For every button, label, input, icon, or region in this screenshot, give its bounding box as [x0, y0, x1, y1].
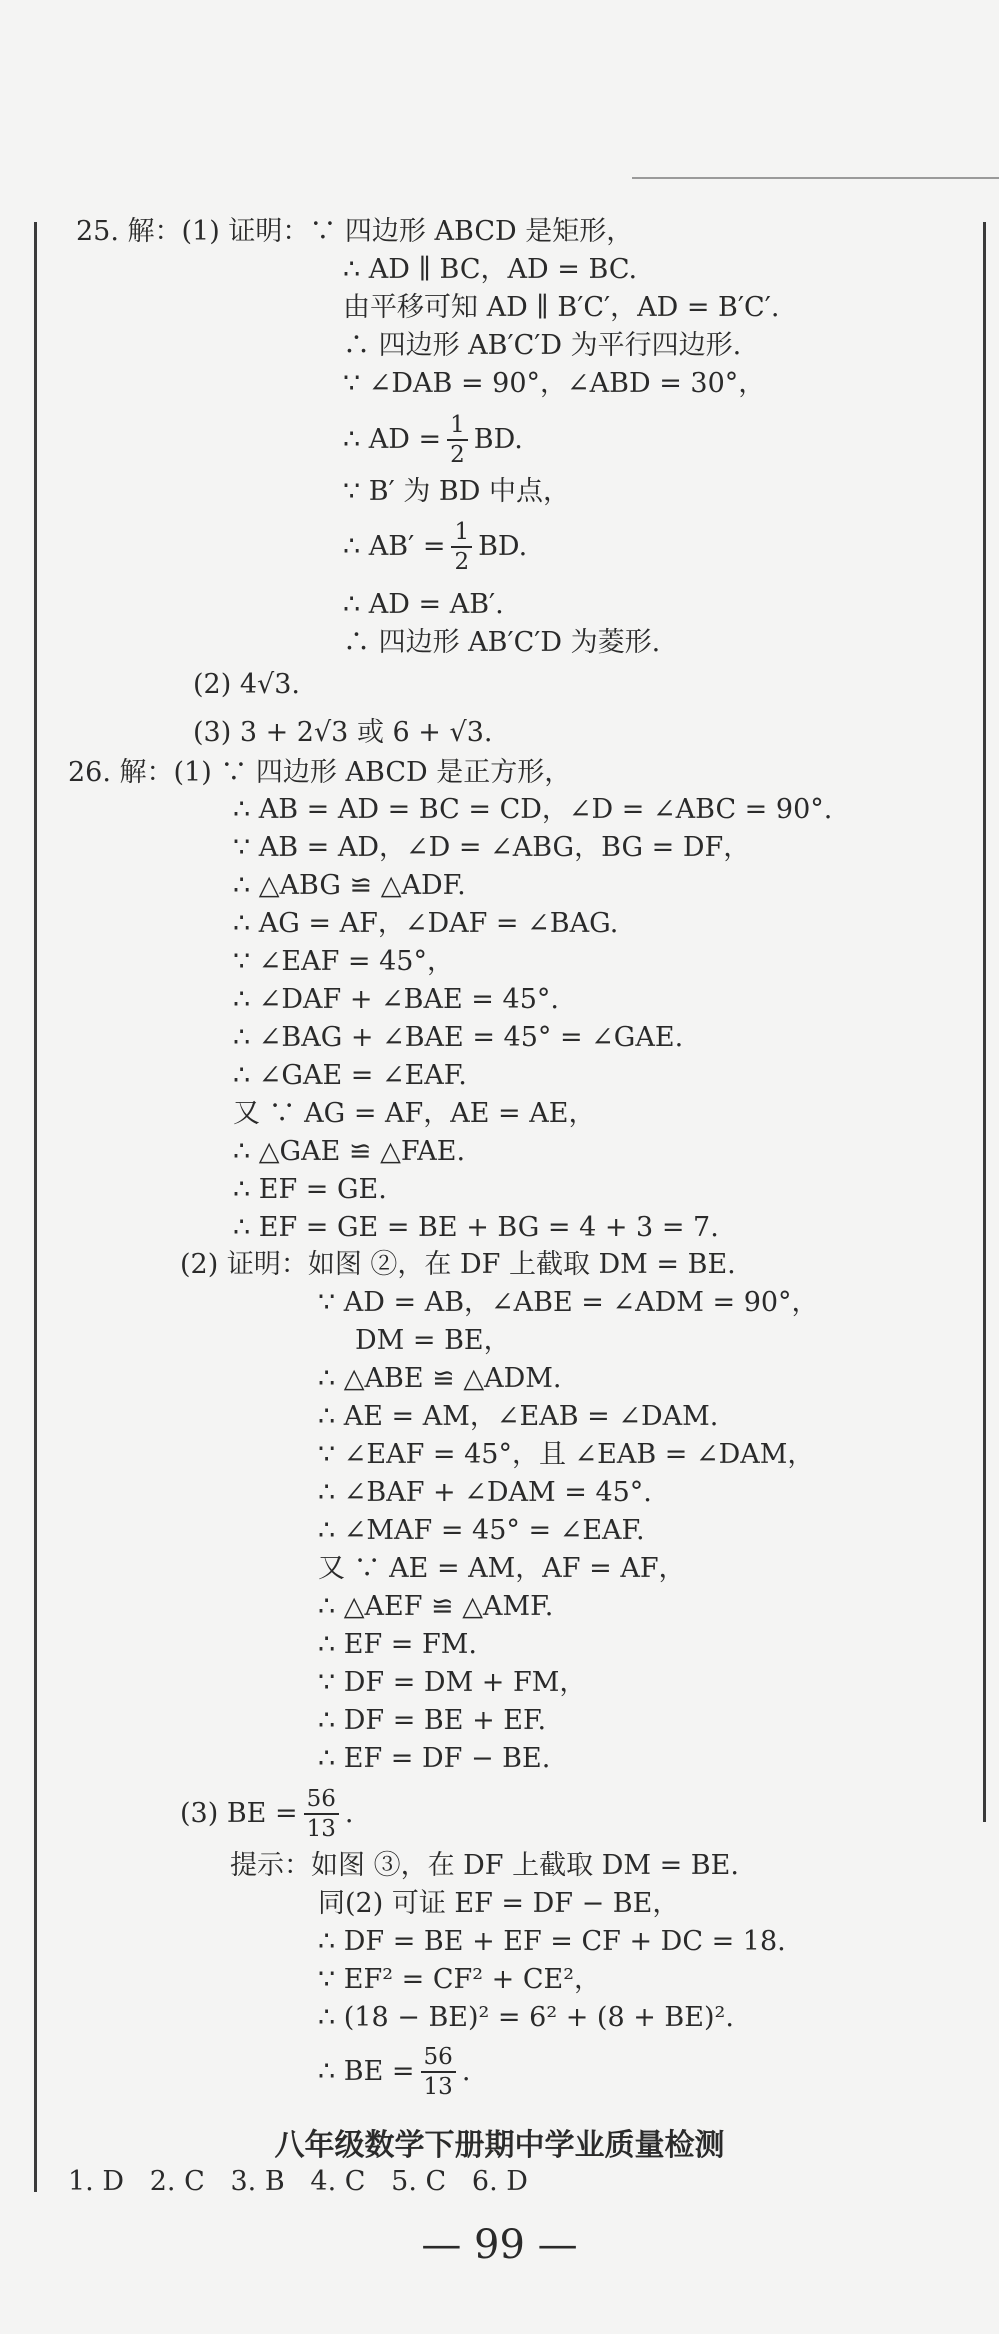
- answer-line: ∴ AE = AM，∠EAB = ∠DAM.: [318, 1401, 719, 1432]
- answer-line: ∴ ∠GAE = ∠EAF.: [233, 1060, 467, 1091]
- answer-line: ∴ △ABG ≌ △ADF.: [233, 870, 466, 901]
- answer-line: ∴ ∠BAF + ∠DAM = 45°.: [318, 1477, 652, 1508]
- answer-line: ∵ EF² = CF² + CE²，: [318, 1964, 602, 1995]
- answer-line-fraction: [180, 1785, 353, 1843]
- answer-line: ∵ AD = AB，∠ABE = ∠ADM = 90°，: [318, 1287, 819, 1318]
- fraction-numerator: 56: [423, 2044, 453, 2070]
- fraction: [421, 2043, 456, 2101]
- answer-line: (2) 4√3.: [193, 669, 300, 700]
- answer-line: ∵ ∠EAF = 45°，且 ∠EAB = ∠DAM，: [318, 1439, 815, 1470]
- expr-prefix: ∴ AD =: [343, 424, 442, 455]
- expr-suffix: BD.: [478, 531, 528, 562]
- answer-line: 由平移可知 AD ∥ B′C′，AD = B′C′.: [343, 292, 780, 323]
- answer-line: 提示：如图 ③，在 DF 上截取 DM = BE.: [230, 1850, 739, 1881]
- right-margin-bar: [983, 222, 986, 1822]
- multiple-choice-answers: 1. D 2. C 3. B 4. C 5. C 6. D: [68, 2166, 528, 2197]
- fraction-numerator: 1: [450, 412, 465, 438]
- answer-line: ∵ AB = AD，∠D = ∠ABG，BG = DF，: [233, 832, 751, 863]
- top-rule: [632, 177, 999, 179]
- left-margin-bar: [34, 222, 37, 2192]
- answer-line: 又 ∵ AE = AM，AF = AF，: [318, 1553, 686, 1584]
- fraction-denominator: 13: [306, 1816, 336, 1842]
- answer-line: ∴ ∠MAF = 45° = ∠EAF.: [318, 1515, 645, 1546]
- answer-line: ∴ 四边形 AB′C′D 为菱形.: [343, 627, 661, 658]
- answer-line: ∴ (18 − BE)² = 6² + (8 + BE)².: [318, 2002, 734, 2033]
- answer-line: ∴ △GAE ≌ △FAE.: [233, 1136, 466, 1167]
- expr-suffix: BD.: [473, 424, 523, 455]
- answer-line-fraction: [343, 518, 527, 576]
- expr-prefix: ∴ AB′ =: [343, 531, 446, 562]
- answer-line: 同(2) 可证 EF = DF − BE，: [318, 1888, 680, 1919]
- answer-line: ∴ ∠BAG + ∠BAE = 45° = ∠GAE.: [233, 1022, 684, 1053]
- answer-line-fraction: [318, 2043, 470, 2101]
- answer-line: ∴ △ABE ≌ △ADM.: [318, 1363, 562, 1394]
- fraction: [447, 411, 468, 469]
- fraction-denominator: 2: [454, 549, 470, 575]
- answer-line: ∵ DF = DM + FM，: [318, 1667, 587, 1698]
- answer-line: ∴ EF = GE.: [233, 1174, 387, 1205]
- answer-line: DM = BE，: [355, 1325, 511, 1356]
- fraction: [304, 1785, 339, 1843]
- answer-line: ∴ EF = DF − BE.: [318, 1743, 551, 1774]
- answer-line: 25. 解：(1) 证明：∵ 四边形 ABCD 是矩形，: [76, 216, 634, 247]
- answer-line: ∴ 四边形 AB′C′D 为平行四边形.: [343, 330, 742, 361]
- answer-line: ∴ EF = FM.: [318, 1629, 477, 1660]
- answer-line: 又 ∵ AG = AF，AE = AE，: [233, 1098, 596, 1129]
- fraction: [451, 518, 472, 576]
- answer-line: ∴ AD = AB′.: [343, 589, 504, 620]
- expr-prefix: (3) BE =: [180, 1798, 298, 1829]
- answer-line: ∴ EF = GE = BE + BG = 4 + 3 = 7.: [233, 1212, 719, 1243]
- answer-line: ∴ ∠DAF + ∠BAE = 45°.: [233, 984, 559, 1015]
- section-title: 八年级数学下册期中学业质量检测: [274, 2128, 725, 2163]
- answer-line: (2) 证明：如图 ②，在 DF 上截取 DM = BE.: [180, 1249, 736, 1280]
- answer-line: ∴ DF = BE + EF.: [318, 1705, 547, 1736]
- answer-line: ∵ B′ 为 BD 中点，: [343, 476, 570, 507]
- fraction-denominator: 2: [450, 442, 465, 468]
- answer-line: (3) 3 + 2√3 或 6 + √3.: [193, 717, 493, 748]
- answer-line: ∴ AD ∥ BC，AD = BC.: [343, 254, 638, 285]
- answer-line: 26. 解：(1) ∵ 四边形 ABCD 是正方形，: [68, 757, 572, 788]
- page-number: — 99 —: [421, 2222, 578, 2268]
- expr-suffix: .: [461, 2056, 471, 2087]
- answer-line: ∴ DF = BE + EF = CF + DC = 18.: [318, 1926, 786, 1957]
- answer-line: ∴ △AEF ≌ △AMF.: [318, 1591, 554, 1622]
- fraction-numerator: 1: [454, 519, 470, 545]
- answer-line-fraction: [343, 411, 523, 469]
- expr-prefix: ∴ BE =: [318, 2056, 415, 2087]
- answer-line: ∴ AG = AF，∠DAF = ∠BAG.: [233, 908, 619, 939]
- answer-line: ∵ ∠EAF = 45°，: [233, 946, 454, 977]
- answer-line: ∴ AB = AD = BC = CD，∠D = ∠ABC = 90°.: [233, 794, 833, 825]
- fraction-denominator: 13: [423, 2074, 453, 2100]
- expr-suffix: .: [344, 1798, 354, 1829]
- answer-line: ∵ ∠DAB = 90°，∠ABD = 30°，: [343, 368, 766, 399]
- fraction-numerator: 56: [306, 1786, 336, 1812]
